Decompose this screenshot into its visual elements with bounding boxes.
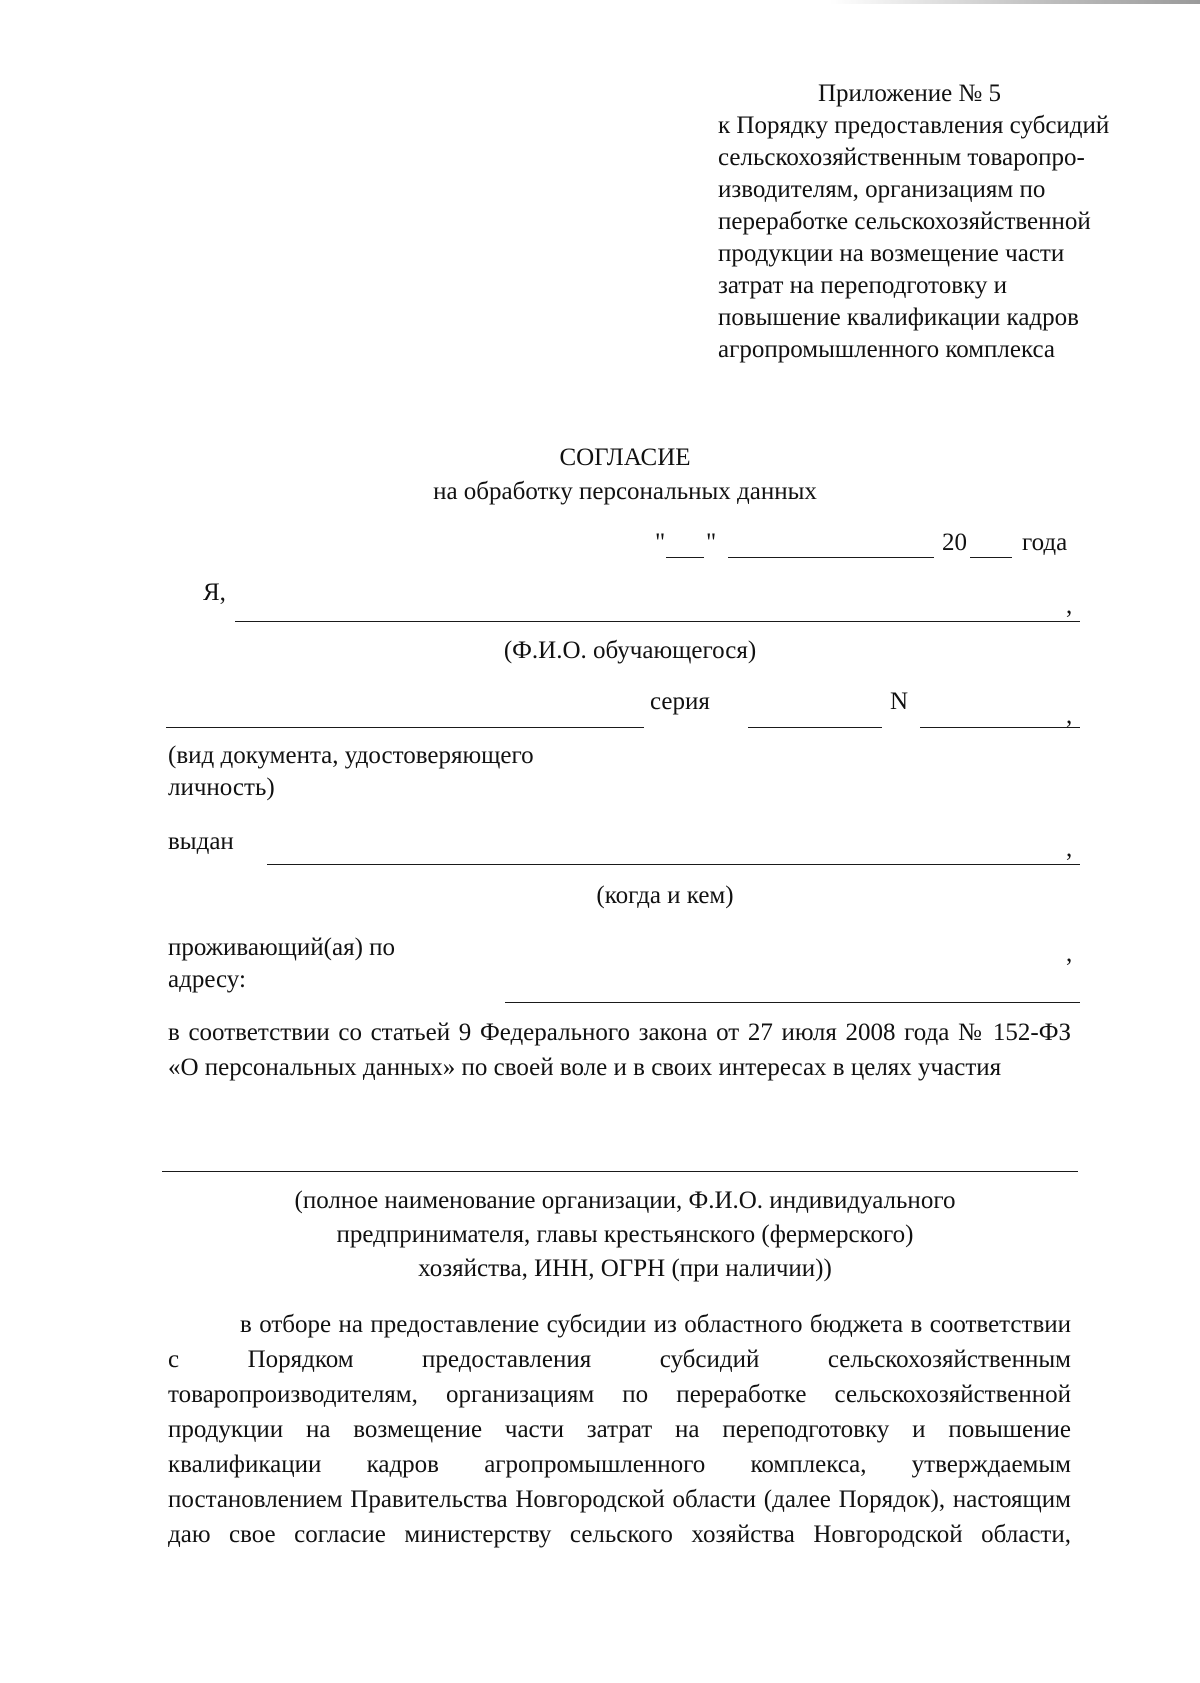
appendix-line: к Порядку предоставления субсидий [718,112,1110,139]
org-caption-line: хозяйства, ИНН, ОГРН (при наличии)) [418,1255,832,1282]
appendix-line: агропромышленного комплекса [718,336,1056,363]
number-blank[interactable] [920,727,1080,728]
fio-comma: , [1066,592,1073,619]
document-type-blank[interactable] [166,727,644,728]
appendix-line: затрат на переподготовку и [718,272,1007,299]
consent-basis-paragraph: в соответствии со статьей 9 Федерального закона от 27 июля 2008 года № 152-ФЗ «О персональных данных» по своей воле и в своих интересах в целях участия [168,1019,1071,1081]
address-label-line2: адресу: [168,966,246,993]
appendix-line: изводителям, организациям по [718,176,1046,203]
number-label: N [890,688,909,715]
when-caption: (когда и кем) [596,882,734,909]
fio-blank[interactable] [235,621,1080,622]
organization-blank[interactable] [162,1171,1078,1172]
year-prefix: 20 [942,529,967,556]
consent-main-paragraph: в отборе на предоставление субсидии из областного бюджета в соответствии с Порядком предоставления субсидий сельскохозяйственным товаропроизводителям, организациям по переработке сельскохозяйственной продукции на возмещение части затрат на переподготовку и повышение квалификации кадров агропромышленного комплекса, утверждаемым постановлением Правительства Новгородской области (далее Порядок), настоящим даю свое согласие министерству сельского хозяйства Новгородской области, [168,1311,1071,1548]
month-blank[interactable] [728,557,934,558]
org-caption-line: предпринимателя, главы крестьянского (фермерского) [336,1221,914,1248]
appendix-line: переработке сельскохозяйственной [718,208,1091,235]
seria-label: серия [650,688,710,715]
vydan-blank[interactable] [267,864,1080,865]
ya-label: Я, [203,579,226,606]
address-blank[interactable] [505,1002,1080,1003]
appendix-reference [718,78,1158,366]
date-quote-close: " [706,529,717,556]
appendix-line: сельскохозяйственным товаропро- [718,144,1085,171]
year-suffix: года [1022,529,1068,556]
appendix-line: повышение квалификации кадров [718,304,1079,331]
fio-caption: (Ф.И.О. обучающегося) [503,637,757,664]
appendix-line: Приложение № 5 [818,80,1002,107]
document-comma: , [1066,702,1073,729]
scan-edge-shadow [830,0,1200,4]
org-caption-line: (полное наименование организации, Ф.И.О. индивидуального [294,1187,956,1214]
address-label-line1: проживающий(ая) по [168,934,396,961]
year-blank[interactable] [970,557,1012,558]
seria-blank[interactable] [748,727,882,728]
document-title: СОГЛАСИЕ [559,444,691,471]
appendix-line: продукции на возмещение части [718,240,1065,267]
document-subtitle: на обработку персональных данных [433,478,817,505]
date-quote-open: " [655,529,666,556]
day-blank[interactable] [666,557,704,558]
document-caption: (вид документа, удостоверяющего личность) [168,742,534,801]
vydan-comma: , [1066,835,1073,862]
address-comma: , [1066,940,1073,967]
vydan-label: выдан [168,828,234,855]
